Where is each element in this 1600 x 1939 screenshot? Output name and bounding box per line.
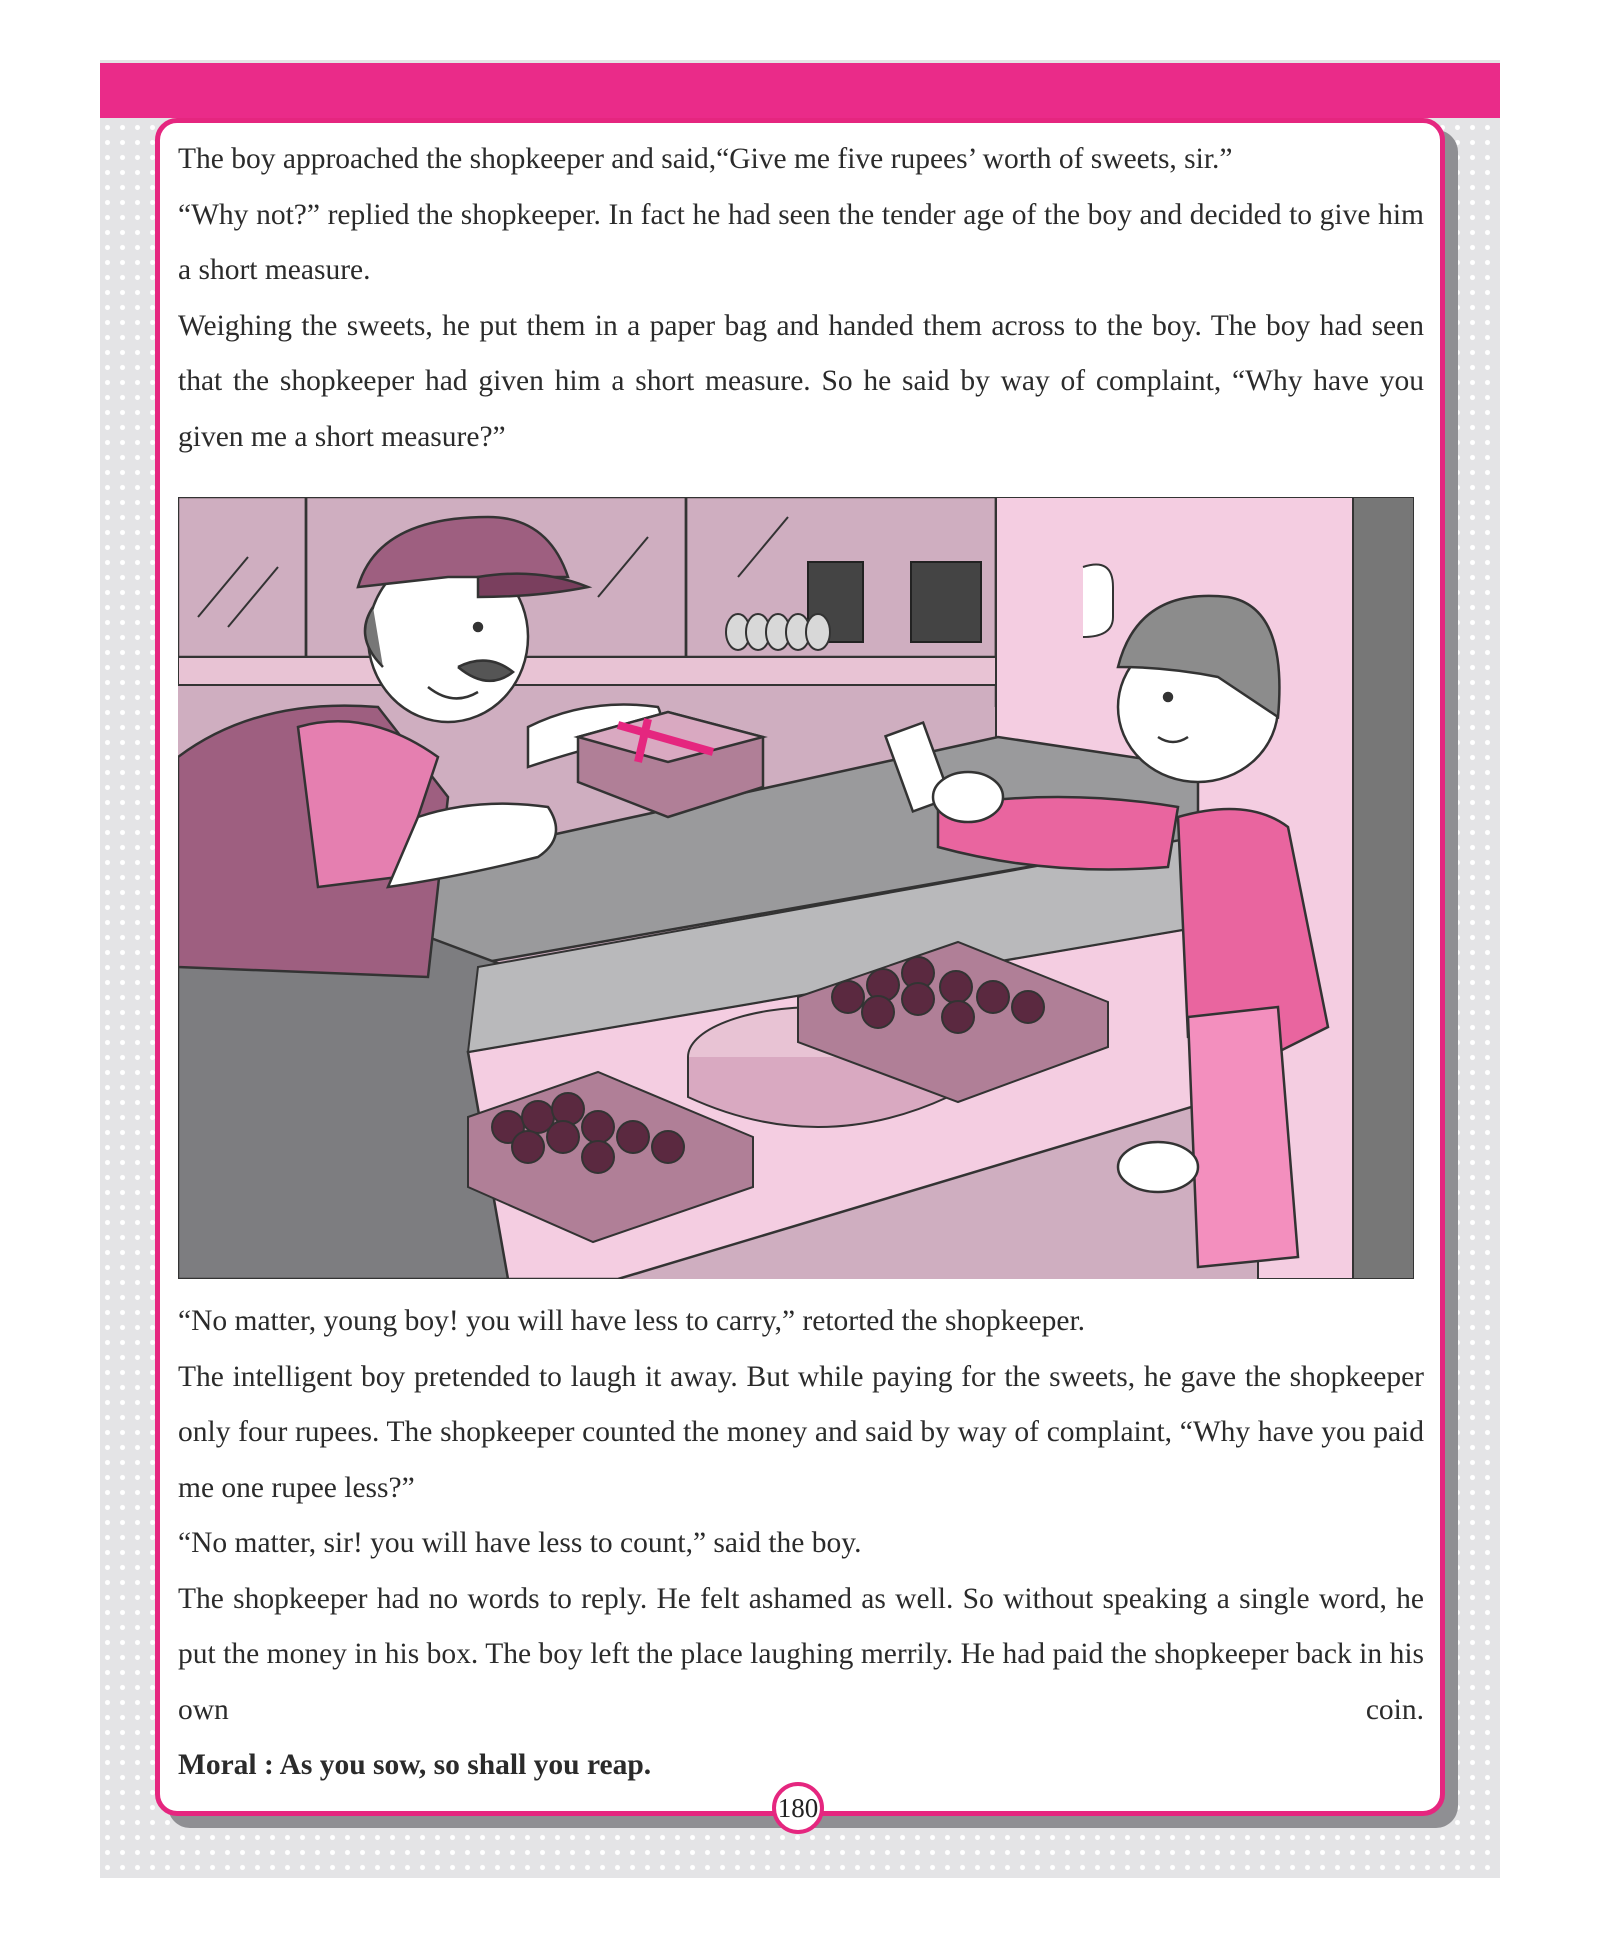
story-paragraph: “No matter, sir! you will have less to count,” said the boy. (178, 1527, 862, 1559)
page-number: 180 (772, 1782, 824, 1834)
story-paragraph: “Why not?” replied the shopkeeper. In fact he had seen the tender age of the boy and decided to give him a short measure. (178, 198, 1424, 286)
story-paragraph: The intelligent boy pretended to laugh it away. But while paying for the sweets, he gave the shopkeeper only four rupees. The shopkeeper counted the money and said by way of complaint, “Why have you paid me one rupee less?” (178, 1360, 1424, 1504)
story-moral: Moral : As you sow, so shall you reap. (178, 1749, 652, 1781)
story-paragraph: Weighing the sweets, he put them in a paper bag and handed them across to the boy. The boy had seen that the shopkeeper had given him a short measure. So he said by way of complaint, “Why have you given me a short measure?” (178, 309, 1424, 453)
story-paragraph: “No matter, young boy! you will have less to carry,” retorted the shopkeeper. (178, 1305, 1086, 1337)
story-text-top (178, 132, 1424, 465)
story-text-bottom (178, 1294, 1424, 1794)
story-paragraph: The shopkeeper had no words to reply. He felt ashamed as well. So without speaking a single word, he put the money in his box. The boy left the place laughing merrily. He had paid the shopkeeper back in his own coin. (178, 1582, 1424, 1726)
story-paragraph: The boy approached the shopkeeper and said,“Give me five rupees’ worth of sweets, sir.” (178, 143, 1233, 175)
top-color-band (100, 63, 1500, 118)
shop-illustration (178, 497, 1414, 1279)
